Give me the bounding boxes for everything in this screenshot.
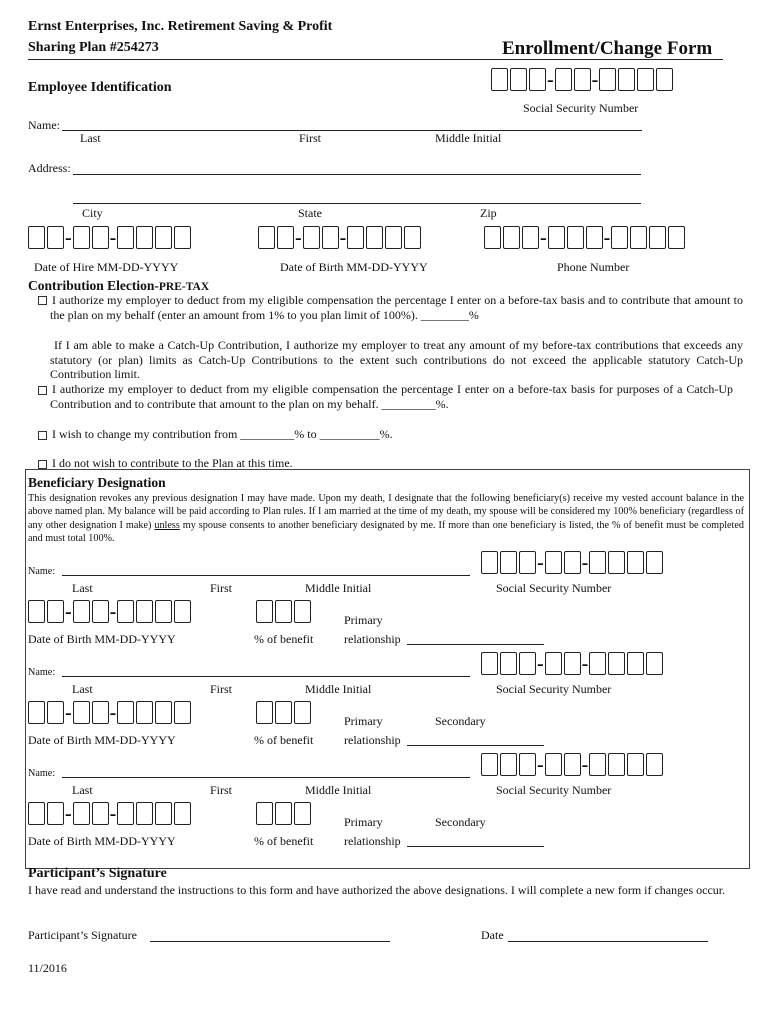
beneficiary-3-relationship-field[interactable] [407, 846, 544, 847]
opt1-text: I authorize my employer to deduct from my eligible compensation the percentage I enter on a before-tax basis and to contribute that amount to the plan on my behalf (enter an amount from 1% to you plan limit of 100%). ________% [50, 293, 743, 322]
beneficiary-2-first-label: First [210, 682, 233, 696]
beneficiary-1-last-label: Last [72, 581, 93, 595]
beneficiary-3-ssn-label: Social Security Number [496, 783, 612, 797]
beneficiary-3-first-label: First [210, 783, 233, 797]
beneficiary-text-a: This designation revokes any previous designation I may have made. Upon my death, I designate that the following beneficiary(s) receive my vested account balance in the above named plan. My balance will be paid according to Plan rules. If I am married at the time of my death, my spouse will be considered my 100% beneficiary (regardless of any other designation I make) [28, 493, 744, 531]
employee-first-label: First [299, 131, 322, 145]
beneficiary-3-middle-label: Middle Initial [305, 783, 372, 797]
date-field[interactable] [508, 941, 708, 942]
date-of-hire-boxes[interactable]: - - [28, 226, 193, 249]
beneficiary-1-ssn-boxes[interactable]: - - [481, 551, 665, 574]
catchup-note: If I am able to make a Catch-Up Contribution, I authorize my employer to treat any amount of my before-tax contributions that exceeds any statutory (or plan) limits as Catch-Up Contributions to the extent such contributions do not exceed the applicable statutory Catch-Up Contribution limit. [50, 338, 743, 382]
city-label: City [82, 206, 103, 220]
address-field-2[interactable] [73, 203, 641, 204]
opt3-checkbox[interactable] [38, 430, 53, 445]
beneficiary-2-relationship-field[interactable] [407, 745, 544, 746]
beneficiary-3-relationship-label: relationship [344, 834, 401, 848]
state-label: State [298, 206, 322, 220]
date-of-birth-label: Date of Birth MM-DD-YYYY [280, 260, 428, 274]
beneficiary-1-pct-label: % of benefit [254, 632, 314, 646]
beneficiary-1-relationship-field[interactable] [407, 644, 544, 645]
beneficiary-3-secondary[interactable]: Secondary [435, 815, 486, 829]
beneficiary-2-dob-boxes[interactable]: - - [28, 701, 193, 724]
beneficiary-3-pct-label: % of benefit [254, 834, 314, 848]
participant-signature-label: Participant’s Signature [28, 928, 137, 942]
header-rule [28, 59, 723, 60]
contribution-title-text: Contribution Election- [28, 278, 159, 293]
beneficiary-2-relationship-label: relationship [344, 733, 401, 747]
beneficiary-instructions [28, 492, 744, 545]
beneficiary-2-name-field[interactable] [62, 676, 470, 677]
beneficiary-3-ssn-boxes[interactable]: - - [481, 753, 665, 776]
beneficiary-1-middle-label: Middle Initial [305, 581, 372, 595]
beneficiary-2-pct-boxes[interactable] [256, 701, 313, 724]
company-name: Ernst Enterprises, Inc. Retirement Saving & Profit [28, 19, 333, 34]
contribution-section-title [28, 278, 209, 294]
beneficiary-1-name-label: Name: [28, 566, 56, 577]
beneficiary-2-ssn-boxes[interactable]: - - [481, 652, 665, 675]
beneficiary-1-name-field[interactable] [62, 575, 470, 576]
signature-statement: I have read and understand the instructions to this form and have authorized the above designations. I will complete a new form if changes occur. [28, 883, 726, 897]
phone-number-boxes[interactable]: - - [484, 226, 687, 249]
beneficiary-2-primary[interactable]: Primary [344, 714, 383, 728]
form-version: 11/2016 [28, 961, 67, 975]
employee-section-title: Employee Identification [28, 80, 172, 95]
beneficiary-2-name-label: Name: [28, 667, 56, 678]
opt2-text: I authorize my employer to deduct from my eligible compensation the percentage I enter on a before-tax basis for purposes of a Catch-Up Contribution and to contribute that amount to the plan on my behalf. _________%. [50, 382, 733, 411]
employee-name-label: Name: [28, 118, 60, 132]
contribution-title-suffix: PRE-TAX [158, 281, 210, 293]
beneficiary-2-middle-label: Middle Initial [305, 682, 372, 696]
beneficiary-2-ssn-label: Social Security Number [496, 682, 612, 696]
date-of-birth-boxes[interactable]: - - [258, 226, 423, 249]
beneficiary-3-pct-boxes[interactable] [256, 802, 313, 825]
beneficiary-1-ssn-label: Social Security Number [496, 581, 612, 595]
beneficiary-3-name-label: Name: [28, 768, 56, 779]
beneficiary-2-pct-label: % of benefit [254, 733, 314, 747]
date-label: Date [481, 928, 504, 942]
beneficiary-1-first-label: First [210, 581, 233, 595]
date-of-hire-label: Date of Hire MM-DD-YYYY [34, 260, 179, 274]
beneficiary-2-dob-label: Date of Birth MM-DD-YYYY [28, 733, 176, 747]
beneficiary-text-b: my spouse consents to another beneficiary designated by me. If more than one beneficiary is listed, the % of benefit must be completed and must total 100%. [28, 519, 744, 544]
beneficiary-3-dob-label: Date of Birth MM-DD-YYYY [28, 834, 176, 848]
address-field-1[interactable] [73, 174, 641, 175]
beneficiary-2-secondary[interactable]: Secondary [435, 714, 486, 728]
beneficiary-text-unless: unless [154, 519, 180, 531]
employee-last-label: Last [80, 131, 101, 145]
beneficiary-2-last-label: Last [72, 682, 93, 696]
form-title: Enrollment/Change Form [502, 38, 713, 59]
employee-ssn-boxes[interactable]: - - [491, 68, 675, 91]
employee-name-field[interactable] [62, 130, 642, 131]
beneficiary-section-title: Beneficiary Designation [28, 475, 166, 490]
beneficiary-1-dob-boxes[interactable]: - - [28, 600, 193, 623]
beneficiary-1-primary[interactable]: Primary [344, 613, 383, 627]
opt4-text: I do not wish to contribute to the Plan at this time. [52, 456, 293, 470]
employee-middle-label: Middle Initial [435, 131, 502, 145]
employee-ssn-label: Social Security Number [523, 101, 639, 115]
signature-section-title: Participant’s Signature [28, 866, 167, 881]
beneficiary-1-pct-boxes[interactable] [256, 600, 313, 623]
zip-label: Zip [480, 206, 497, 220]
beneficiary-3-last-label: Last [72, 783, 93, 797]
beneficiary-3-name-field[interactable] [62, 777, 470, 778]
phone-number-label: Phone Number [557, 260, 630, 274]
beneficiary-1-dob-label: Date of Birth MM-DD-YYYY [28, 632, 176, 646]
beneficiary-3-primary[interactable]: Primary [344, 815, 383, 829]
participant-signature-field[interactable] [150, 941, 390, 942]
plan-number: Sharing Plan #254273 [28, 40, 159, 55]
beneficiary-1-relationship-label: relationship [344, 632, 401, 646]
opt3-text: I wish to change my contribution from _________% to __________%. [52, 427, 393, 441]
address-label: Address: [28, 161, 71, 175]
beneficiary-3-dob-boxes[interactable]: - - [28, 802, 193, 825]
